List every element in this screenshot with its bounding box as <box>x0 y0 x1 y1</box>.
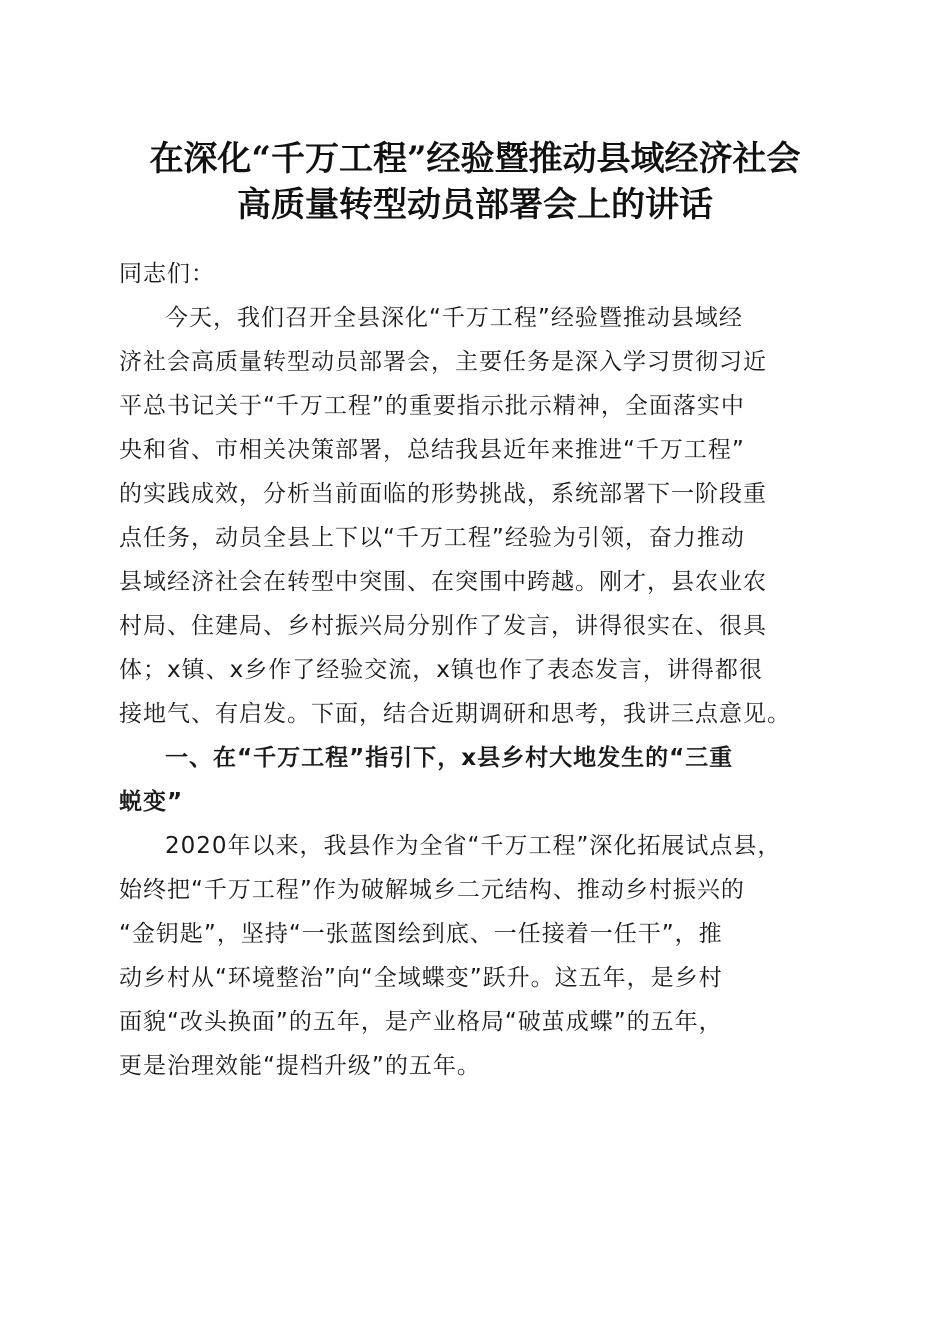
paragraph-line: 的实践成效，分析当前面临的形势挑战，系统部署下一阶段重 <box>119 481 767 507</box>
paragraph-line: 接地气、有启发。下面，结合近期调研和思考，我讲三点意见。 <box>119 701 791 727</box>
heading-line: 蜕变” <box>119 789 184 815</box>
paragraph-line: 2020年以来，我县作为全省“千万工程”深化拓展试点县， <box>165 833 782 859</box>
paragraph-line: 村局、住建局、乡村振兴局分别作了发言，讲得很实在、很具 <box>119 613 767 639</box>
paragraph-line: 更是治理效能“提档升级”的五年。 <box>119 1053 481 1079</box>
title-line-1: 在深化“千万工程”经验暨推动县域经济社会 <box>149 139 801 179</box>
paragraph-line: 动乡村从“环境整治”向“全域蝶变”跃升。这五年，是乡村 <box>119 965 723 991</box>
paragraph-line: “金钥匙”，坚持“一张蓝图绘到底、一任接着一任干”，推 <box>119 921 723 947</box>
heading-line: 一、在“千万工程”指引下，x县乡村大地发生的“三重 <box>165 745 734 771</box>
section-heading-1 <box>119 736 827 824</box>
paragraph-line: 央和省、市相关决策部署，总结我县近年来推进“千万工程” <box>119 437 745 463</box>
paragraph-line: 县域经济社会在转型中突围、在突围中跨越。刚才，县农业农 <box>119 569 767 595</box>
paragraph-line: 点任务，动员全县上下以“千万工程”经验为引领，奋力推动 <box>119 525 745 551</box>
title-line-2: 高质量转型动员部署会上的讲话 <box>237 185 713 225</box>
paragraph-line: 平总书记关于“千万工程”的重要指示批示精神，全面落实中 <box>119 393 745 419</box>
paragraph-line: 体；x镇、x乡作了经验交流，x镇也作了表态发言，讲得都很 <box>119 657 763 683</box>
paragraph-intro <box>119 296 827 736</box>
paragraph-section-1 <box>119 824 827 1088</box>
document-body <box>119 252 827 1088</box>
document-title <box>100 136 850 228</box>
paragraph-line: 始终把“千万工程”作为破解城乡二元结构、推动乡村振兴的 <box>119 877 745 903</box>
paragraph-line: 今天，我们召开全县深化“千万工程”经验暨推动县域经 <box>165 305 743 331</box>
paragraph-line: 济社会高质量转型动员部署会，主要任务是深入学习贯彻习近 <box>119 349 767 375</box>
greeting: 同志们： <box>119 261 215 287</box>
paragraph-line: 面貌“改头换面”的五年，是产业格局“破茧成蝶”的五年， <box>119 1009 723 1035</box>
